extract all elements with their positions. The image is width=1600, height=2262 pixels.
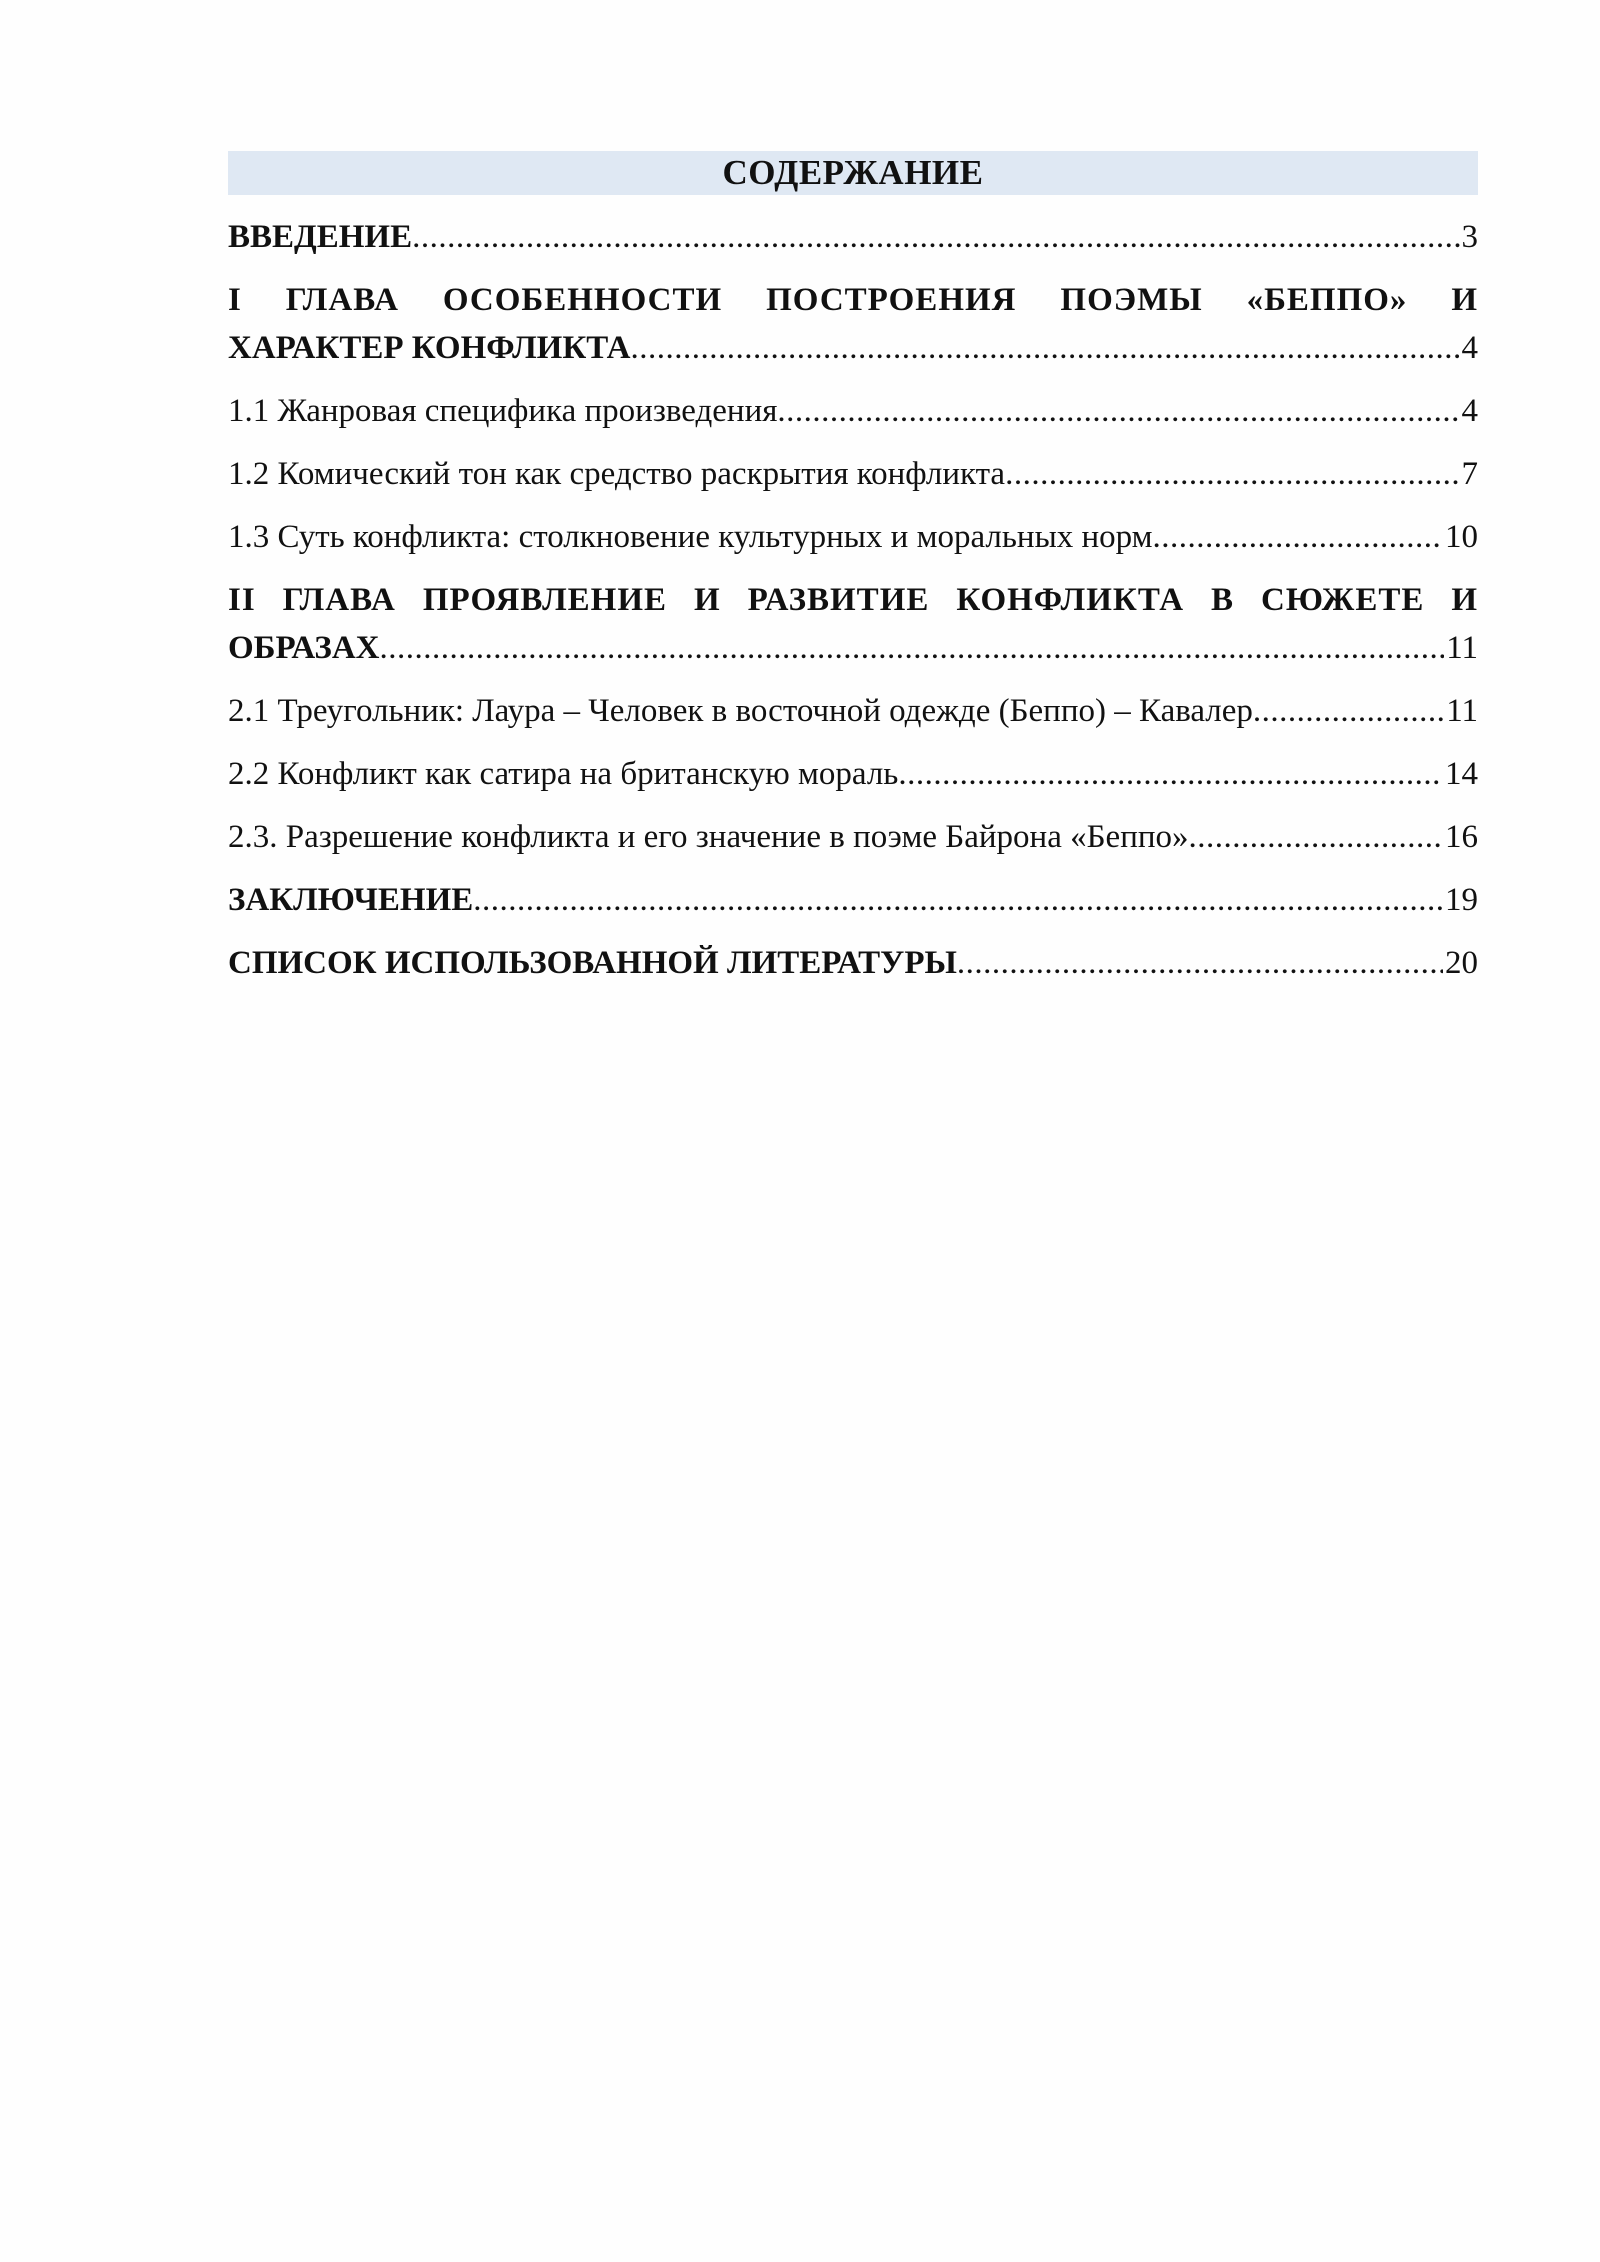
toc-page-number: 7 [1461,456,1478,492]
dot-leader [412,213,1459,261]
table-of-contents [228,151,1478,1002]
toc-page-number: 16 [1445,819,1478,855]
toc-entry-label: 2.3. Разрешение конфликта и его значение в поэме Байрона «Беппо» [228,819,1189,855]
toc-title: СОДЕРЖАНИЕ [228,151,1478,195]
dot-leader [898,750,1443,798]
dot-leader [777,387,1459,435]
dot-leader [1153,513,1443,561]
dot-leader [380,624,1445,672]
toc-page-number: 3 [1461,219,1478,255]
toc-entry-label: ХАРАКТЕР КОНФЛИКТА [228,330,631,366]
dot-leader [957,939,1443,987]
dot-leader [473,876,1443,924]
toc-page-number: 19 [1445,882,1478,918]
toc-entry-heading-line: II ГЛАВА ПРОЯВЛЕНИЕ И РАЗВИТИЕ КОНФЛИКТА В СЮЖЕТЕ И [228,582,1478,618]
toc-entry-introduction[interactable] [228,213,1478,261]
toc-entry-label: ЗАКЛЮЧЕНИЕ [228,882,474,918]
toc-entry-chapter-2[interactable] [228,576,1478,672]
toc-page-number: 11 [1446,630,1478,666]
toc-entry-label: 1.1 Жанровая специфика произведения [228,393,778,429]
toc-entry-label: СПИСОК ИСПОЛЬЗОВАННОЙ ЛИТЕРАТУРЫ [228,945,957,981]
toc-entry-bibliography[interactable] [228,939,1478,987]
dot-leader [1005,450,1459,498]
toc-entry-2-1[interactable] [228,687,1478,735]
toc-entry-label: 2.1 Треугольник: Лаура – Человек в восточной одежде (Беппо) – Кавалер [228,693,1253,729]
toc-entry-1-2[interactable] [228,450,1478,498]
toc-page-number: 20 [1445,945,1478,981]
toc-entry-label: ОБРАЗАХ [228,630,380,666]
toc-entry-conclusion[interactable] [228,876,1478,924]
toc-page-number: 4 [1461,330,1478,366]
toc-entry-2-3[interactable] [228,813,1478,861]
toc-entry-1-1[interactable] [228,387,1478,435]
toc-entry-label: 1.3 Суть конфликта: столкновение культурных и моральных норм [228,519,1153,555]
toc-page-number: 10 [1445,519,1478,555]
toc-entry-label: 1.2 Комический тон как средство раскрытия конфликта [228,456,1006,492]
dot-leader [1189,813,1443,861]
toc-entry-2-2[interactable] [228,750,1478,798]
toc-entry-label: 2.2 Конфликт как сатира на британскую мораль [228,756,899,792]
toc-entry-heading-line: I ГЛАВА ОСОБЕННОСТИ ПОСТРОЕНИЯ ПОЭМЫ «БЕППО» И [228,282,1478,318]
toc-entry-chapter-1[interactable] [228,276,1478,372]
dot-leader [1253,687,1444,735]
toc-page-number: 4 [1461,393,1478,429]
toc-entry-1-3[interactable] [228,513,1478,561]
dot-leader [630,324,1459,372]
toc-page-number: 11 [1446,693,1478,729]
toc-page-number: 14 [1445,756,1478,792]
toc-entry-label: ВВЕДЕНИЕ [228,219,413,255]
